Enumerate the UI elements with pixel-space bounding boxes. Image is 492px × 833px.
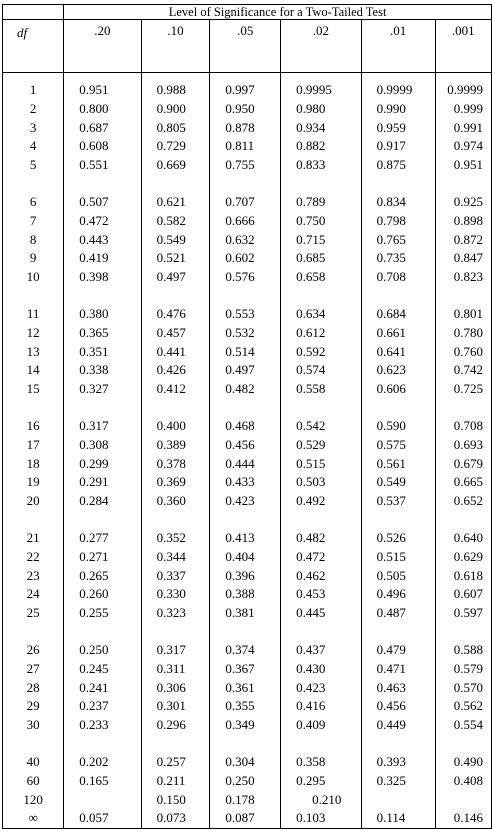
df-value: 6 xyxy=(29,193,37,209)
critical-value: 0.725 xyxy=(453,381,483,397)
critical-value: 0.959 xyxy=(376,119,406,135)
df-value: 60 xyxy=(26,772,40,788)
critical-value: 0.521 xyxy=(156,250,186,266)
critical-value: 0.237 xyxy=(79,698,109,714)
critical-value: 0.443 xyxy=(79,231,109,247)
critical-value: 0.537 xyxy=(376,493,406,509)
critical-value: 0.588 xyxy=(453,641,483,657)
critical-value: 0.468 xyxy=(225,417,255,433)
critical-value: 0.951 xyxy=(453,157,483,173)
critical-value: 0.882 xyxy=(296,138,326,154)
critical-value: 0.482 xyxy=(296,529,326,545)
critical-value: 0.898 xyxy=(453,212,483,228)
critical-value: 0.551 xyxy=(79,157,109,173)
critical-value: 0.9999 xyxy=(447,82,483,97)
critical-value: 0.515 xyxy=(376,548,406,564)
critical-value: 0.295 xyxy=(296,772,326,788)
df-value: 29 xyxy=(26,698,40,714)
critical-value: 0.9995 xyxy=(296,82,332,97)
critical-value: 0.665 xyxy=(453,474,483,490)
critical-value: 0.409 xyxy=(296,717,326,733)
critical-value: 0.658 xyxy=(296,269,326,285)
critical-value: 0.178 xyxy=(225,791,255,807)
alpha-header: .01 xyxy=(361,20,435,73)
critical-value: 0.317 xyxy=(156,641,186,657)
df-value: 12 xyxy=(26,324,40,340)
critical-value: 0.210 xyxy=(312,791,342,807)
critical-value: 0.490 xyxy=(453,753,483,769)
critical-value: 0.496 xyxy=(376,586,406,602)
critical-value: 0.505 xyxy=(376,567,406,583)
critical-value: 0.575 xyxy=(376,436,406,452)
alpha-header: .02 xyxy=(281,20,362,73)
critical-value: 0.634 xyxy=(296,305,326,321)
critical-value: 0.296 xyxy=(156,717,186,733)
critical-value: 0.750 xyxy=(296,212,326,228)
critical-value: 0.444 xyxy=(225,455,255,471)
df-value: ∞ xyxy=(28,810,38,826)
critical-value: 0.301 xyxy=(156,698,186,714)
critical-value: 0.233 xyxy=(79,717,109,733)
critical-value: 0.374 xyxy=(225,641,255,657)
critical-value: 0.833 xyxy=(296,157,326,173)
critical-value: 0.492 xyxy=(296,493,326,509)
critical-value: 0.472 xyxy=(79,212,109,228)
critical-value: 0.260 xyxy=(79,586,109,602)
critical-value: 0.549 xyxy=(156,231,186,247)
critical-value: 0.400 xyxy=(156,417,186,433)
critical-value: 0.950 xyxy=(225,100,255,116)
critical-value: 0.255 xyxy=(79,605,109,621)
df-value: 22 xyxy=(26,548,40,564)
critical-value: 0.482 xyxy=(225,381,255,397)
critical-value: 0.515 xyxy=(296,455,326,471)
critical-value: 0.487 xyxy=(376,605,406,621)
critical-value: 0.529 xyxy=(296,436,326,452)
critical-value: 0.476 xyxy=(156,305,186,321)
critical-value: 0.479 xyxy=(376,641,406,657)
critical-value: 0.574 xyxy=(296,362,326,378)
critical-value: 0.388 xyxy=(225,586,255,602)
df-value: 28 xyxy=(26,679,40,695)
critical-value: 0.426 xyxy=(156,362,186,378)
critical-value: 0.800 xyxy=(79,100,109,116)
df-value: 18 xyxy=(26,455,40,471)
df-value: 23 xyxy=(26,567,40,583)
critical-value: 0.669 xyxy=(156,157,186,173)
critical-value: 0.365 xyxy=(79,324,109,340)
critical-value: 0.823 xyxy=(453,269,483,285)
critical-value: 0.497 xyxy=(225,362,255,378)
df-value: 8 xyxy=(29,231,37,247)
critical-value: 0.306 xyxy=(156,679,186,695)
critical-value: 0.999 xyxy=(453,100,483,116)
critical-value: 0.629 xyxy=(453,548,483,564)
df-value: 3 xyxy=(29,119,37,135)
critical-value: 0.471 xyxy=(376,660,406,676)
critical-value: 0.526 xyxy=(376,529,406,545)
df-value: 20 xyxy=(26,493,40,509)
df-value: 4 xyxy=(29,138,37,154)
critical-value: 0.202 xyxy=(79,753,109,769)
critical-value: 0.708 xyxy=(376,269,406,285)
df-value: 15 xyxy=(26,381,40,397)
df-header: df xyxy=(3,20,64,73)
critical-value: 0.165 xyxy=(79,772,109,788)
df-value: 24 xyxy=(26,586,40,602)
critical-value: 0.621 xyxy=(156,193,186,209)
critical-value: 0.612 xyxy=(296,324,326,340)
df-value: 14 xyxy=(26,362,40,378)
critical-value: 0.988 xyxy=(156,82,186,97)
df-value: 17 xyxy=(26,436,40,452)
critical-value: 0.245 xyxy=(79,660,109,676)
critical-value: 0.355 xyxy=(225,698,255,714)
critical-value: 0.358 xyxy=(296,753,326,769)
critical-value: 0.623 xyxy=(376,362,406,378)
critical-value: 0.606 xyxy=(376,381,406,397)
df-value: 11 xyxy=(26,305,40,321)
df-value: 27 xyxy=(26,660,40,676)
critical-value: 0.9999 xyxy=(376,82,413,97)
critical-value: 0.463 xyxy=(376,679,406,695)
alpha-column-10 xyxy=(141,73,210,829)
critical-value: 0.456 xyxy=(376,698,406,714)
critical-value: 0.103 xyxy=(296,810,326,826)
critical-value: 0.337 xyxy=(156,567,186,583)
df-value: 1 xyxy=(29,82,37,97)
critical-value: 0.554 xyxy=(453,717,483,733)
df-value: 19 xyxy=(26,474,40,490)
alpha-column-001 xyxy=(435,73,491,829)
critical-value: 0.299 xyxy=(79,455,109,471)
critical-value: 0.433 xyxy=(225,474,255,490)
critical-value: 0.361 xyxy=(225,679,255,695)
critical-value: 0.311 xyxy=(156,660,186,676)
critical-value: 0.211 xyxy=(156,772,186,788)
critical-value: 0.514 xyxy=(225,343,255,359)
critical-value: 0.934 xyxy=(296,119,326,135)
critical-value: 0.532 xyxy=(225,324,255,340)
df-value: 40 xyxy=(26,753,40,769)
critical-value: 0.652 xyxy=(453,493,483,509)
critical-value: 0.398 xyxy=(79,269,109,285)
critical-value: 0.380 xyxy=(79,305,109,321)
critical-value: 0.708 xyxy=(453,417,483,433)
critical-value: 0.576 xyxy=(225,269,255,285)
critical-value: 0.789 xyxy=(296,193,326,209)
critical-value: 0.917 xyxy=(376,138,406,154)
critical-value: 0.641 xyxy=(376,343,406,359)
alpha-header: .001 xyxy=(435,20,491,73)
critical-value: 0.579 xyxy=(453,660,483,676)
critical-value: 0.367 xyxy=(225,660,255,676)
critical-value: 0.456 xyxy=(225,436,255,452)
critical-value: 0.742 xyxy=(453,362,483,378)
critical-value: 0.590 xyxy=(376,417,406,433)
df-column xyxy=(3,73,64,829)
critical-value: 0.951 xyxy=(79,82,109,97)
critical-value: 0.693 xyxy=(453,436,483,452)
critical-value: 0.369 xyxy=(156,474,186,490)
critical-value: 0.872 xyxy=(453,231,483,247)
critical-value: 0.457 xyxy=(156,324,186,340)
critical-value: 0.685 xyxy=(296,250,326,266)
critical-value: 0.317 xyxy=(79,417,109,433)
df-value: 16 xyxy=(26,417,40,433)
critical-value: 0.449 xyxy=(376,717,406,733)
critical-value: 0.250 xyxy=(225,772,255,788)
df-value: 9 xyxy=(29,250,37,266)
df-value: 5 xyxy=(29,157,37,173)
df-value: 13 xyxy=(26,343,40,359)
critical-value: 0.847 xyxy=(453,250,483,266)
critical-value: 0.980 xyxy=(296,100,326,116)
alpha-header: .20 xyxy=(64,20,141,73)
df-value: 7 xyxy=(29,212,37,228)
df-value: 26 xyxy=(26,641,40,657)
critical-value: 0.087 xyxy=(225,810,255,826)
critical-value: 0.250 xyxy=(79,641,109,657)
critical-value: 0.073 xyxy=(156,810,186,826)
critical-value: 0.241 xyxy=(79,679,109,695)
critical-value: 0.582 xyxy=(156,212,186,228)
critical-value: 0.360 xyxy=(156,493,186,509)
critical-value: 0.453 xyxy=(296,586,326,602)
critical-value: 0.507 xyxy=(79,193,109,209)
critical-value: 0.344 xyxy=(156,548,186,564)
critical-value: 0.291 xyxy=(79,474,109,490)
critical-value: 0.419 xyxy=(79,250,109,266)
critical-value: 0.323 xyxy=(156,605,186,621)
critical-value: 0.811 xyxy=(225,138,255,154)
critical-value: 0.834 xyxy=(376,193,406,209)
critical-value: 0.378 xyxy=(156,455,186,471)
critical-value: 0.684 xyxy=(376,305,406,321)
critical-value: 0.441 xyxy=(156,343,186,359)
critical-value: 0.974 xyxy=(453,138,483,154)
critical-value: 0.597 xyxy=(453,605,483,621)
critical-value: 0.715 xyxy=(296,231,326,247)
critical-value: 0.497 xyxy=(156,269,186,285)
critical-value: 0.661 xyxy=(376,324,406,340)
alpha-column-01 xyxy=(361,73,435,829)
critical-value: 0.284 xyxy=(79,493,109,509)
significance-table xyxy=(2,4,492,829)
critical-value: 0.558 xyxy=(296,381,326,397)
critical-value: 0.146 xyxy=(453,810,483,826)
critical-value: 0.277 xyxy=(79,529,109,545)
critical-value: 0.462 xyxy=(296,567,326,583)
critical-value: 0.729 xyxy=(156,138,186,154)
critical-value: 0.445 xyxy=(296,605,326,621)
critical-value: 0.602 xyxy=(225,250,255,266)
df-value: 30 xyxy=(26,717,40,733)
critical-value: 0.607 xyxy=(453,586,483,602)
df-value: 25 xyxy=(26,605,40,621)
critical-value: 0.423 xyxy=(296,679,326,695)
critical-value: 0.338 xyxy=(79,362,109,378)
critical-value: 0.780 xyxy=(453,324,483,340)
critical-value: 0.330 xyxy=(156,586,186,602)
critical-value: 0.679 xyxy=(453,455,483,471)
critical-value: 0.592 xyxy=(296,343,326,359)
critical-value: 0.381 xyxy=(225,605,255,621)
critical-value: 0.991 xyxy=(453,119,483,135)
critical-value: 0.640 xyxy=(453,529,483,545)
df-value: 10 xyxy=(26,269,40,285)
critical-value: 0.553 xyxy=(225,305,255,321)
critical-value: 0.325 xyxy=(376,772,406,788)
critical-value xyxy=(79,791,140,810)
critical-value: 0.114 xyxy=(376,810,406,826)
critical-value: 0.570 xyxy=(453,679,483,695)
critical-value: 0.404 xyxy=(225,548,255,564)
critical-value: 0.549 xyxy=(376,474,406,490)
critical-value: 0.308 xyxy=(79,436,109,452)
critical-value: 0.412 xyxy=(156,381,186,397)
critical-value: 0.878 xyxy=(225,119,255,135)
critical-value xyxy=(377,791,435,810)
critical-value: 0.349 xyxy=(225,717,255,733)
df-value: 21 xyxy=(26,529,40,545)
alpha-column-02 xyxy=(281,73,362,829)
alpha-column-05 xyxy=(210,73,281,829)
critical-value: 0.765 xyxy=(376,231,406,247)
critical-value: 0.561 xyxy=(376,455,406,471)
critical-value: 0.687 xyxy=(79,119,109,135)
df-value: 120 xyxy=(23,791,43,807)
critical-value: 0.990 xyxy=(376,100,406,116)
critical-value: 0.352 xyxy=(156,529,186,545)
table-body-row xyxy=(3,73,492,829)
critical-value: 0.271 xyxy=(79,548,109,564)
header-row xyxy=(3,20,492,73)
critical-value: 0.057 xyxy=(79,810,109,826)
alpha-header: .05 xyxy=(210,20,281,73)
critical-value: 0.389 xyxy=(156,436,186,452)
critical-value: 0.408 xyxy=(453,772,483,788)
critical-value: 0.327 xyxy=(79,381,109,397)
critical-value: 0.875 xyxy=(376,157,406,173)
critical-value: 0.618 xyxy=(453,567,483,583)
critical-value: 0.265 xyxy=(79,567,109,583)
critical-value: 0.150 xyxy=(156,791,186,807)
alpha-column-20 xyxy=(64,73,141,829)
corner-cell xyxy=(3,5,64,20)
critical-value: 0.735 xyxy=(376,250,406,266)
table-title: Level of Significance for a Two-Tailed Test xyxy=(64,5,492,20)
critical-value: 0.801 xyxy=(453,305,483,321)
critical-value: 0.997 xyxy=(225,82,255,97)
critical-value: 0.608 xyxy=(79,138,109,154)
critical-value: 0.798 xyxy=(376,212,406,228)
critical-value: 0.542 xyxy=(296,417,326,433)
critical-value: 0.396 xyxy=(225,567,255,583)
critical-value xyxy=(436,791,483,810)
alpha-header: .10 xyxy=(141,20,210,73)
critical-value: 0.707 xyxy=(225,193,255,209)
critical-value: 0.430 xyxy=(296,660,326,676)
critical-value: 0.805 xyxy=(156,119,186,135)
critical-value: 0.666 xyxy=(225,212,255,228)
critical-value: 0.503 xyxy=(296,474,326,490)
critical-value: 0.925 xyxy=(453,193,483,209)
critical-value: 0.257 xyxy=(156,753,186,769)
critical-value: 0.562 xyxy=(453,698,483,714)
critical-value: 0.413 xyxy=(225,529,255,545)
df-value: 2 xyxy=(29,100,37,116)
critical-value: 0.351 xyxy=(79,343,109,359)
critical-value: 0.437 xyxy=(296,641,326,657)
critical-value: 0.416 xyxy=(296,698,326,714)
critical-value: 0.393 xyxy=(376,753,406,769)
critical-value: 0.632 xyxy=(225,231,255,247)
critical-value: 0.472 xyxy=(296,548,326,564)
critical-value: 0.900 xyxy=(156,100,186,116)
critical-value: 0.760 xyxy=(453,343,483,359)
critical-value: 0.755 xyxy=(225,157,255,173)
critical-value: 0.304 xyxy=(225,753,255,769)
critical-value: 0.423 xyxy=(225,493,255,509)
